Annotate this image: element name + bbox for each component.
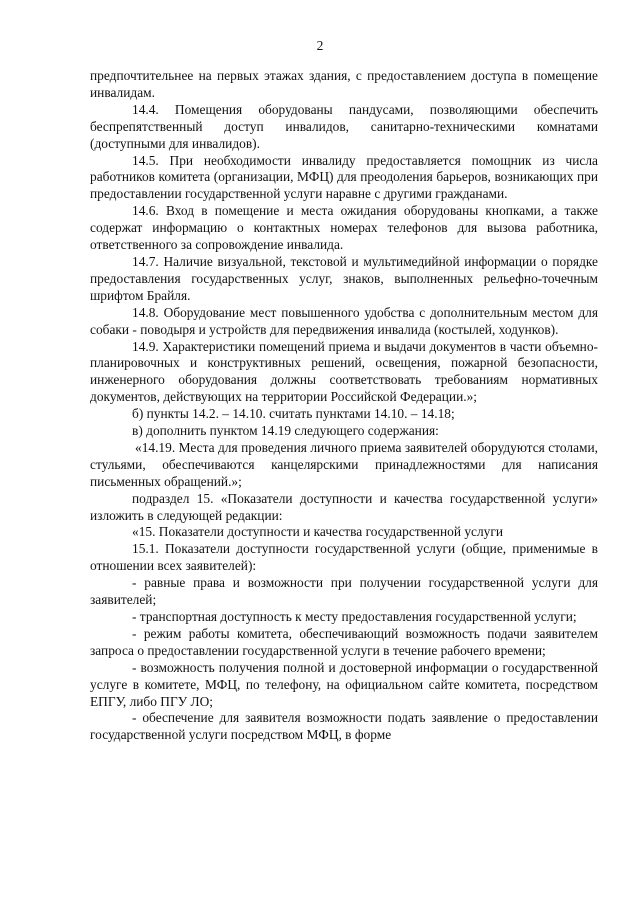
document-body	[90, 68, 598, 744]
paragraph: 14.6. Вход в помещение и места ожидания оборудованы кнопками, а также содержат информацию о контактных номерах телефонов для вызова работника, ответственного за сопровождение инвалида.	[90, 203, 598, 253]
paragraph: - режим работы комитета, обеспечивающий возможность подачи заявителем запроса о предоставлении государственной услуги в течение рабочего времени;	[90, 625, 598, 658]
paragraph: б) пункты 14.2. – 14.10. считать пунктами 14.10. – 14.18;	[132, 406, 455, 422]
paragraph: 15.1. Показатели доступности государственной услуги (общие, применимые в отношении всех заявителей):	[90, 541, 598, 574]
paragraph: «15. Показатели доступности и качества государственной услуги	[132, 524, 504, 540]
paragraph: - возможность получения полной и достоверной информации о государственной услуге в комитете, МФЦ, по телефону, на официальном сайте комитета, посредством ЕПГУ, либо ПГУ ЛО;	[90, 659, 598, 709]
paragraph: 14.5. При необходимости инвалиду предоставляется помощник из числа работников комитета (организации, МФЦ) для преодоления барьеров, возникающих при предоставлении государственной услуги наравне с другими гражданами.	[90, 152, 598, 202]
paragraph: 14.8. Оборудование мест повышенного удобства с дополнительным местом для собаки - поводыря и устройств для передвижения инвалида (костылей, ходунков).	[90, 304, 598, 337]
page-number: 2	[316, 38, 324, 53]
paragraph: подраздел 15. «Показатели доступности и качества государственной услуги» изложить в следующей редакции:	[90, 490, 598, 523]
paragraph: в) дополнить пунктом 14.19 следующего содержания:	[132, 423, 439, 439]
paragraph: 14.7. Наличие визуальной, текстовой и мультимедийной информации о порядке предоставления государственных услуг, знаков, выполненных рельефно-точечным шрифтом Брайля.	[90, 253, 598, 303]
paragraph: «14.19. Места для проведения личного приема заявителей оборудуются столами, стульями, обеспечиваются канцелярскими принадлежностями для написания письменных обращений.»;	[90, 439, 598, 489]
paragraph: - транспортная доступность к месту предоставления государственной услуги;	[132, 609, 577, 624]
paragraph: - обеспечение для заявителя возможности подать заявление о предоставлении государственной услуги посредством МФЦ, в форме	[90, 710, 598, 743]
paragraph: 14.4. Помещения оборудованы пандусами, позволяющими обеспечить беспрепятственный доступ инвалидов, санитарно-техническими комнатами (доступными для инвалидов).	[90, 101, 598, 151]
paragraph: 14.9. Характеристики помещений приема и выдачи документов в части объемно-планировочных и конструктивных решений, освещения, пожарной безопасности, инженерного оборудования должны соответствовать требованиям нормативных документов, действующих на территории Российской Федерации.»;	[90, 338, 598, 405]
paragraph: предпочтительнее на первых этажах здания, с предоставлением доступа в помещение инвалидам.	[90, 68, 598, 100]
paragraph: - равные права и возможности при получении государственной услуги для заявителей;	[90, 575, 598, 608]
